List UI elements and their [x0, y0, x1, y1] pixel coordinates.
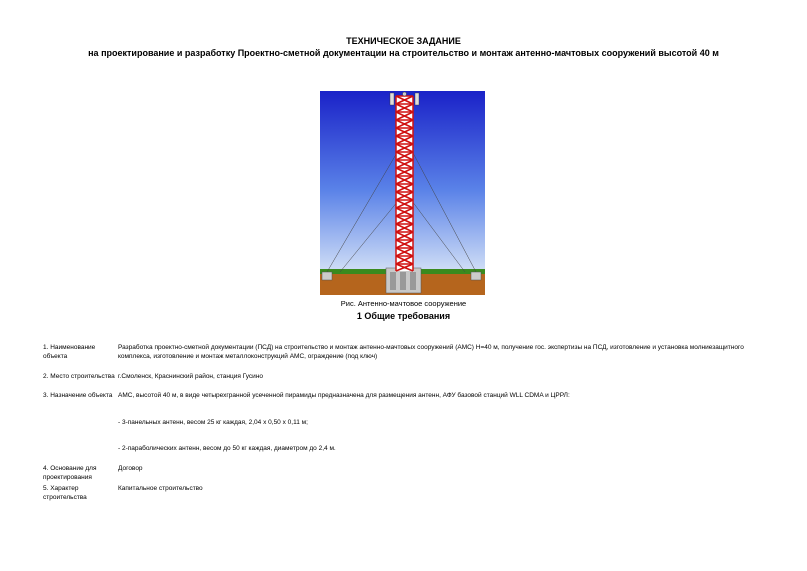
right-anchor	[471, 272, 481, 280]
req-value-1: Разработка проектно-сметной документации (ПСД) на строительство и монтаж антенно-мачтовых сооружений (АМС) Н=40 м, получение гос. экспертизы на ПСД, изготовление и установка молниезащитного комплекса, изготовление и монтаж металлоконструкций АМС, ограждение (под ключ)	[118, 344, 744, 360]
req-label-2: 2. Место строительства	[43, 373, 115, 380]
req-label-4: 4. Основание для проектирования	[43, 465, 97, 481]
document-subtitle: на проектирование и разработку Проектно-сметной документации на строительство и монтаж антенно-мачтовых сооружений высотой 40 м	[88, 48, 719, 58]
antenna-mast-figure	[320, 91, 485, 295]
req-label-1: 1. Наименование объекта	[43, 344, 96, 360]
req-value-3: АМС, высотой 40 м, в виде четырехгранной усеченной пирамиды предназначена для размещения антенн, АФУ базовой станций WLL CDMA и ЦРРЛ:	[118, 392, 570, 399]
req-value-2: г.Смоленск, Краснинский район, станция Гусино	[118, 373, 264, 380]
req-label-3: 3. Назначение объекта	[43, 392, 113, 399]
req-value-3b: - 2-параболических антенн, весом до 50 кг каждая, диаметром до 2,4 м.	[118, 445, 336, 452]
section-title: 1 Общие требования	[356, 311, 451, 321]
figure-caption: Рис. Антенно-мачтовое сооружение	[340, 299, 467, 308]
left-anchor	[322, 272, 332, 280]
req-label-5: 5. Характер строительства	[43, 485, 87, 501]
req-value-5: Капитальное строительство	[118, 485, 203, 492]
document-title: ТЕХНИЧЕСКОЕ ЗАДАНИЕ	[346, 36, 461, 46]
req-value-4: Договор	[118, 465, 143, 472]
req-value-3a: - 3-панельных антенн, весом 25 кг каждая, 2,04 х 0,50 х 0,11 м;	[118, 419, 308, 426]
